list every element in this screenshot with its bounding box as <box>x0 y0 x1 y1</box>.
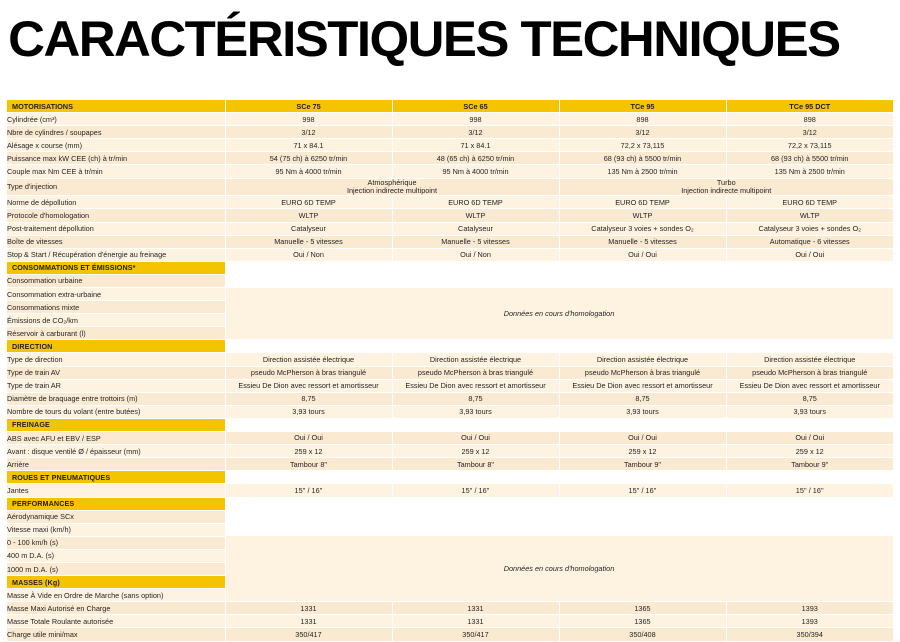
table-row <box>7 222 893 235</box>
table-row <box>7 458 893 471</box>
row-label: ABS avec AFU et EBV / ESP <box>7 432 225 445</box>
row-value-4: Catalyseur 3 voies + sondes O₂ <box>726 222 893 235</box>
row-value-2: pseudo McPherson à bras triangulé <box>392 366 559 379</box>
row-label: Protocole d'homologation <box>7 209 225 222</box>
section-header-spacer <box>392 418 559 431</box>
row-value-1: 3/12 <box>225 126 392 139</box>
row-value-1: EURO 6D TEMP <box>225 196 392 209</box>
row-value-2: 15'' / 16'' <box>392 484 559 497</box>
row-label: Boîte de vitesses <box>7 235 225 248</box>
row-value-3: 3,93 tours <box>559 405 726 418</box>
row-value-4: Direction assistée électrique <box>726 353 893 366</box>
row-value-4: WLTP <box>726 209 893 222</box>
row-value-4: 259 x 12 <box>726 445 893 458</box>
row-value-3: 350/408 <box>559 628 726 641</box>
row-value-2: EURO 6D TEMP <box>392 196 559 209</box>
section-header-spacer <box>392 497 559 510</box>
section-title: FREINAGE <box>7 418 225 431</box>
row-value-2: Manuelle - 5 vitesses <box>392 235 559 248</box>
row-value-2: Tambour 8" <box>392 458 559 471</box>
row-label: Masse Totale Roulante autorisée <box>7 615 225 628</box>
section-header-spacer <box>726 497 893 510</box>
row-value-merged-1: Atmosphérique Injection indirecte multipoint <box>225 178 559 196</box>
row-value-2: 8,75 <box>392 392 559 405</box>
section-header-row <box>7 261 893 274</box>
row-label: Stop & Start / Récupération d'énergie au freinage <box>7 248 225 261</box>
row-value-3: Manuelle - 5 vitesses <box>559 235 726 248</box>
column-header-4: TCe 95 DCT <box>726 100 893 113</box>
row-label: Réservoir à carburant (l) <box>7 327 225 340</box>
technical-specifications-table <box>7 100 893 642</box>
row-value-4: 15'' / 16'' <box>726 484 893 497</box>
row-label: 0 - 100 km/h (s) <box>7 536 225 549</box>
header-label-motorisations: MOTORISATIONS <box>7 100 225 113</box>
section-title: MASSES (Kg) <box>7 576 225 589</box>
table-row <box>7 196 893 209</box>
table-row <box>7 353 893 366</box>
row-value-1: Direction assistée électrique <box>225 353 392 366</box>
table-row <box>7 152 893 165</box>
section-header-spacer <box>559 340 726 353</box>
row-value-3: Oui / Oui <box>559 432 726 445</box>
row-label: Cylindrée (cm³) <box>7 113 225 126</box>
table-row <box>7 392 893 405</box>
column-header-3: TCe 95 <box>559 100 726 113</box>
table-row <box>7 602 893 615</box>
row-value-2: 1331 <box>392 602 559 615</box>
table-row <box>7 628 893 641</box>
row-label: Type d'injection <box>7 178 225 196</box>
section-header-spacer <box>726 340 893 353</box>
row-value-3: pseudo McPherson à bras triangulé <box>559 366 726 379</box>
table-row <box>7 510 893 523</box>
row-value-1: 95 Nm à 4000 tr/min <box>225 165 392 178</box>
section-header-row <box>7 418 893 431</box>
table-row <box>7 113 893 126</box>
row-label: 1000 m D.A. (s) <box>7 562 225 575</box>
row-value-1: 1331 <box>225 602 392 615</box>
row-value-4: 1393 <box>726 602 893 615</box>
row-value-3: 8,75 <box>559 392 726 405</box>
row-value-3: Direction assistée électrique <box>559 353 726 366</box>
row-value-3: Essieu De Dion avec ressort et amortisseur <box>559 379 726 392</box>
table-row <box>7 445 893 458</box>
section-header-spacer <box>392 261 559 274</box>
row-value-3: Catalyseur 3 voies + sondes O₂ <box>559 222 726 235</box>
row-value-1: Essieu De Dion avec ressort et amortisseur <box>225 379 392 392</box>
row-value-2: 3,93 tours <box>392 405 559 418</box>
row-value-3: 1365 <box>559 602 726 615</box>
row-value-4: 898 <box>726 113 893 126</box>
section-title: CONSOMMATIONS ET ÉMISSIONS* <box>7 261 225 274</box>
row-value-3: WLTP <box>559 209 726 222</box>
section-title: DIRECTION <box>7 340 225 353</box>
row-label: Puissance max kW CEE (ch) à tr/min <box>7 152 225 165</box>
row-value-4: 72,2 x 73,115 <box>726 139 893 152</box>
section-header-spacer <box>726 471 893 484</box>
row-value-3: 72,2 x 73,115 <box>559 139 726 152</box>
row-value-3: 259 x 12 <box>559 445 726 458</box>
pending-homologation-note: Données en cours d'homologation <box>225 288 893 340</box>
table-header-row <box>7 100 893 113</box>
section-header-row <box>7 497 893 510</box>
section-header-spacer <box>225 497 392 510</box>
row-value-4: Tambour 9" <box>726 458 893 471</box>
row-label: Couple max Nm CEE à tr/min <box>7 165 225 178</box>
row-value-1: 259 x 12 <box>225 445 392 458</box>
row-value-2: 95 Nm à 4000 tr/min <box>392 165 559 178</box>
table-row <box>7 248 893 261</box>
row-label: Norme de dépollution <box>7 196 225 209</box>
row-value-1: 350/417 <box>225 628 392 641</box>
table-row <box>7 288 893 301</box>
row-value-1: WLTP <box>225 209 392 222</box>
row-value-1: 54 (75 ch) à 6250 tr/min <box>225 152 392 165</box>
table-row <box>7 235 893 248</box>
row-label: Consommation urbaine <box>7 274 225 287</box>
row-label: Masse À Vide en Ordre de Marche (sans option) <box>7 589 225 602</box>
row-value-2: 998 <box>392 113 559 126</box>
row-value-2: Oui / Non <box>392 248 559 261</box>
column-header-1: SCe 75 <box>225 100 392 113</box>
row-value-2: Essieu De Dion avec ressort et amortisseur <box>392 379 559 392</box>
row-label: Type de direction <box>7 353 225 366</box>
section-header-spacer <box>726 418 893 431</box>
row-value-1: Catalyseur <box>225 222 392 235</box>
row-value-4: 3,93 tours <box>726 405 893 418</box>
table-row <box>7 274 893 287</box>
row-value-4: pseudo McPherson à bras triangulé <box>726 366 893 379</box>
row-label: Type de train AR <box>7 379 225 392</box>
row-label: Type de train AV <box>7 366 225 379</box>
row-value-4: 135 Nm à 2500 tr/min <box>726 165 893 178</box>
row-value-1: 8,75 <box>225 392 392 405</box>
section-header-spacer <box>225 261 392 274</box>
section-header-spacer <box>559 261 726 274</box>
row-value-4: 1393 <box>726 615 893 628</box>
section-header-spacer <box>392 340 559 353</box>
section-header-row <box>7 340 893 353</box>
row-label: Consommation extra-urbaine <box>7 288 225 301</box>
row-label: Avant : disque ventilé Ø / épaisseur (mm) <box>7 445 225 458</box>
row-value-4: Oui / Oui <box>726 248 893 261</box>
section-title: ROUES ET PNEUMATIQUES <box>7 471 225 484</box>
row-value-4: Oui / Oui <box>726 432 893 445</box>
row-value-2: Oui / Oui <box>392 432 559 445</box>
row-value-2: 350/417 <box>392 628 559 641</box>
section-header-spacer <box>225 418 392 431</box>
row-value-2: 3/12 <box>392 126 559 139</box>
table-row <box>7 178 893 196</box>
row-value-2: Direction assistée électrique <box>392 353 559 366</box>
section-header-spacer <box>559 418 726 431</box>
row-value-3: 898 <box>559 113 726 126</box>
row-value-merged-2: Turbo Injection indirecte multipoint <box>559 178 893 196</box>
row-value-1: 71 x 84.1 <box>225 139 392 152</box>
section-header-spacer <box>225 471 392 484</box>
row-value-1: pseudo McPherson à bras triangulé <box>225 366 392 379</box>
row-value-1: 1331 <box>225 615 392 628</box>
row-label: Aérodynamique SCx <box>7 510 225 523</box>
row-value-2: 71 x 84.1 <box>392 139 559 152</box>
row-label: Post-traitement dépollution <box>7 222 225 235</box>
section-header-row <box>7 471 893 484</box>
section-header-spacer <box>559 497 726 510</box>
row-value-1: Tambour 8" <box>225 458 392 471</box>
table-row <box>7 484 893 497</box>
table-row <box>7 366 893 379</box>
table-row <box>7 523 893 536</box>
row-value-3: 15'' / 16'' <box>559 484 726 497</box>
table-row <box>7 209 893 222</box>
page-title: CARACTÉRISTIQUES TECHNIQUES <box>8 11 840 67</box>
row-label: Alésage x course (mm) <box>7 139 225 152</box>
row-label: Jantes <box>7 484 225 497</box>
row-value-4: Automatique - 6 vitesses <box>726 235 893 248</box>
table-row <box>7 165 893 178</box>
section-header-spacer <box>225 340 392 353</box>
row-label: Arrière <box>7 458 225 471</box>
row-label: 400 m D.A. (s) <box>7 549 225 562</box>
pending-homologation-note: Données en cours d'homologation <box>225 536 893 601</box>
row-value-1: Manuelle - 5 vitesses <box>225 235 392 248</box>
row-value-3: Oui / Oui <box>559 248 726 261</box>
row-value-3: EURO 6D TEMP <box>559 196 726 209</box>
row-value-4: 350/394 <box>726 628 893 641</box>
row-label: Nombre de tours du volant (entre butées) <box>7 405 225 418</box>
section-header-spacer <box>559 471 726 484</box>
row-value-1: Oui / Non <box>225 248 392 261</box>
column-header-2: SCe 65 <box>392 100 559 113</box>
row-value-2: 48 (65 ch) à 6250 tr/min <box>392 152 559 165</box>
table-row <box>7 405 893 418</box>
table-row <box>7 615 893 628</box>
row-value-1: 3,93 tours <box>225 405 392 418</box>
row-value-4: 3/12 <box>726 126 893 139</box>
row-label: Consommations mixte <box>7 301 225 314</box>
row-value-3: 68 (93 ch) à 5500 tr/min <box>559 152 726 165</box>
row-value-2: WLTP <box>392 209 559 222</box>
row-value-1: 15'' / 16'' <box>225 484 392 497</box>
row-label: Émissions de CO₂/km <box>7 314 225 327</box>
row-value-3: 3/12 <box>559 126 726 139</box>
section-header-spacer <box>392 471 559 484</box>
section-title: PERFORMANCES <box>7 497 225 510</box>
row-value-4: 68 (93 ch) à 5500 tr/min <box>726 152 893 165</box>
section-header-spacer <box>726 261 893 274</box>
row-value-3: 135 Nm à 2500 tr/min <box>559 165 726 178</box>
row-value-3: 1365 <box>559 615 726 628</box>
row-label: Masse Maxi Autorisé en Charge <box>7 602 225 615</box>
row-value-2: 259 x 12 <box>392 445 559 458</box>
row-value-1: 998 <box>225 113 392 126</box>
table-row <box>7 379 893 392</box>
table-row <box>7 432 893 445</box>
row-label: Vitesse maxi (km/h) <box>7 523 225 536</box>
table-row <box>7 536 893 549</box>
row-label: Diamètre de braquage entre trottoirs (m) <box>7 392 225 405</box>
row-value-4: Essieu De Dion avec ressort et amortisseur <box>726 379 893 392</box>
row-label: Nbre de cylindres / soupapes <box>7 126 225 139</box>
row-value-2: 1331 <box>392 615 559 628</box>
row-value-4: 8,75 <box>726 392 893 405</box>
row-value-1: Oui / Oui <box>225 432 392 445</box>
table-row <box>7 126 893 139</box>
row-value-3: Tambour 9" <box>559 458 726 471</box>
table-row <box>7 139 893 152</box>
row-value-4: EURO 6D TEMP <box>726 196 893 209</box>
row-label: Charge utile mini/max <box>7 628 225 641</box>
row-value-2: Catalyseur <box>392 222 559 235</box>
